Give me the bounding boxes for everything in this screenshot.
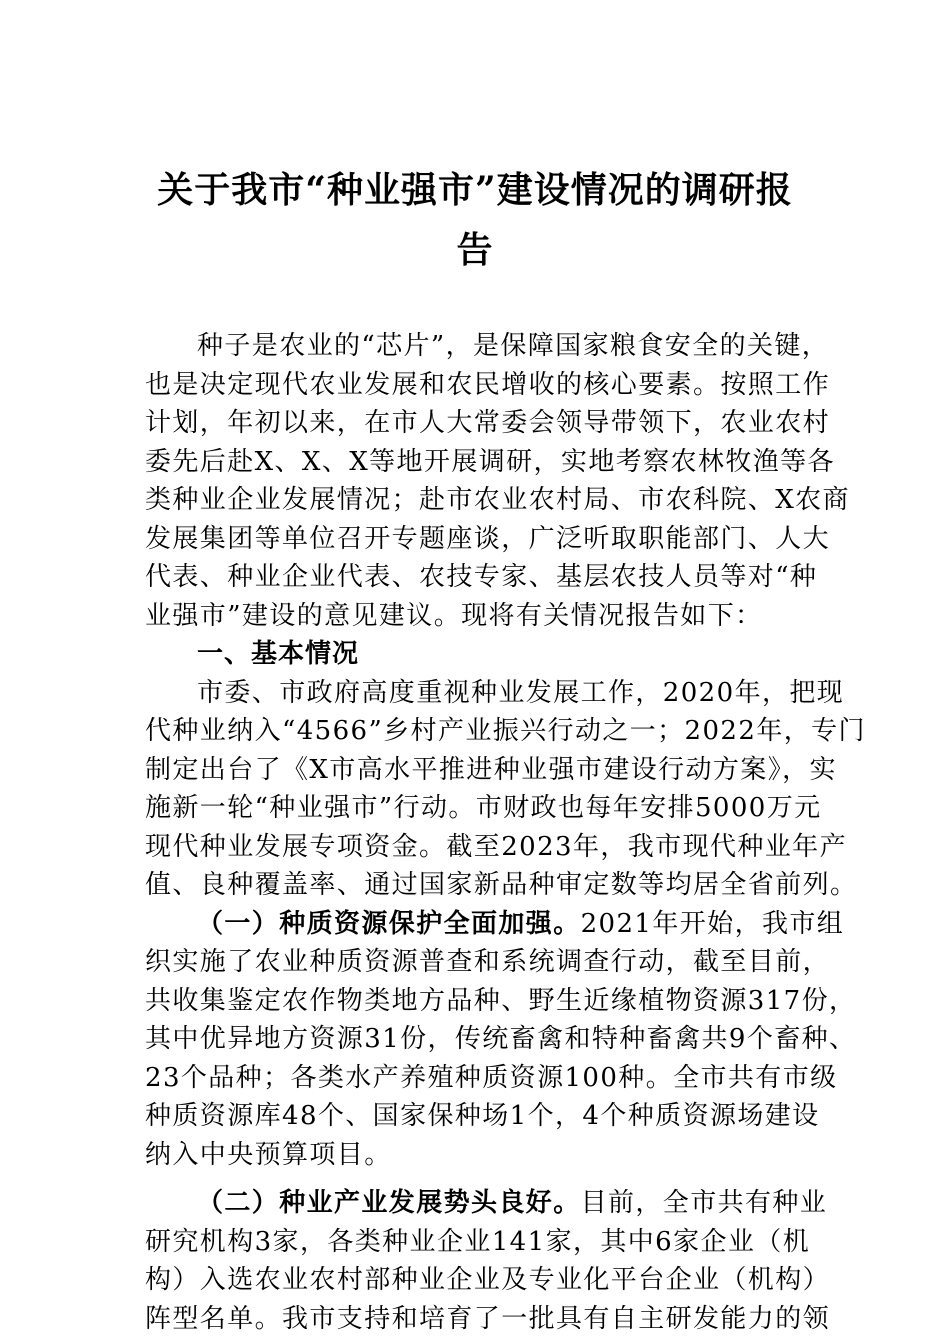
subsection-1-text: 2021年开始，我市组 [580,908,845,939]
intro-line: 代表、种业企业代表、农技专家、基层农技人员等对“种 [145,562,818,592]
para-line: 织实施了农业种质资源普查和系统调查行动，截至目前， [145,947,831,977]
paragraph-gap [145,1174,810,1184]
para-line: 代种业纳入“4566”乡村产业振兴行动之一；2022年，专门 [145,716,866,746]
intro-line: 发展集团等单位召开专题座谈，广泛听取职能部门、人大 [145,523,831,554]
intro-line: 计划，年初以来，在市人大常委会领导带领下，农业农村 [145,408,831,438]
intro-line: 也是决定现代农业发展和农民增收的核心要素。按照工作 [145,369,831,400]
title-line-2: 告 [456,229,494,271]
para-line: 值、良种覆盖率、通过国家新品种审定数等均居全省前列。 [145,870,858,900]
title-line-1: 关于我市“种业强市”建设情况的调研报 [157,169,793,211]
subsection-2-lead: （二）种业产业发展势头良好。 [197,1188,581,1218]
para-line: 种质资源库48个、国家保种场1个，4个种质资源场建设 [145,1101,820,1131]
report-body [145,327,866,1338]
para-line: 其中优异地方资源31份，传统畜禽和特种畜禽共9个畜种、 [145,1024,857,1054]
subsection-1-paragraph [145,905,857,1175]
para-line [145,1184,828,1223]
para-line: 市委、市政府高度重视种业发展工作，2020年，把现 [197,677,845,708]
para-line: 共收集鉴定农作物类地方品种、野生近缘植物资源317份， [145,985,857,1016]
intro-line: 种子是农业的“芯片”，是保障国家粮食安全的关键， [197,331,830,361]
subsection-1-lead: （一）种质资源保护全面加强。 [197,908,581,939]
para-line: 阵型名单。我市支持和培育了一批具有自主研发能力的领 [145,1303,831,1334]
para-line: 构）入选农业农村部种业企业及专业化平台企业（机构） [145,1265,831,1295]
intro-line: 业强市”建设的意见建议。现将有关情况报告如下： [145,600,763,631]
section1-paragraph [145,674,866,905]
para-line: 23个品种；各类水产养殖种质资源100种。全市共有市级 [145,1062,838,1093]
para-line: 现代种业发展专项资金。截至2023年，我市现代种业年产 [145,831,847,862]
subsection-2-text: 目前，全市共有种业 [580,1188,828,1218]
para-line: 研究机构3家，各类种业企业141家，其中6家企业（机 [145,1226,811,1257]
para-line [145,905,845,944]
para-line: 施新一轮“种业强市”行动。市财政也每年安排5000万元 [145,793,822,823]
subsection-2-paragraph [145,1184,831,1338]
section-heading: 一、基本情况 [197,639,360,669]
report-title [130,160,820,280]
intro-line: 类种业企业发展情况；赴市农业农村局、市农科院、X农商 [145,485,850,515]
intro-line: 委先后赴X、X、X等地开展调研，实地考察农林牧渔等各 [145,446,835,477]
intro-paragraph [145,327,850,635]
para-line: 制定出台了《X市高水平推进种业强市建设行动方案》，实 [145,754,837,785]
para-line: 纳入中央预算项目。 [145,1139,392,1170]
